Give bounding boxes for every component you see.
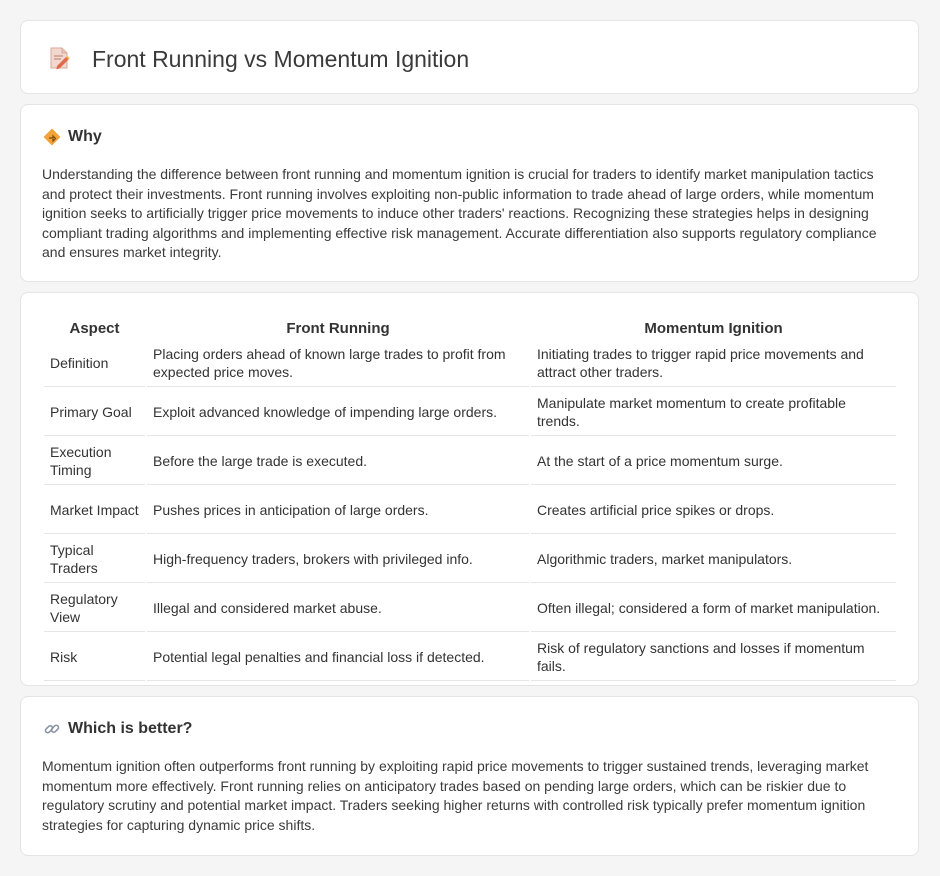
header-aspect: Aspect — [69, 319, 120, 337]
front-running-cell: Exploit advanced knowledge of impending large orders. — [147, 389, 529, 436]
momentum-ignition-cell: At the start of a price momentum surge. — [531, 438, 896, 485]
table-row — [44, 487, 896, 534]
momentum-ignition-cell: Often illegal; considered a form of market manipulation. — [531, 585, 896, 632]
title-card — [20, 20, 919, 94]
momentum-ignition-cell: Risk of regulatory sanctions and losses if momentum fails. — [531, 634, 896, 681]
page-title: Front Running vs Momentum Ignition — [92, 46, 470, 72]
table-row — [44, 438, 896, 485]
why-title: Why — [68, 128, 102, 145]
comparison-section — [20, 292, 919, 686]
aspect-cell: Execution Timing — [44, 438, 145, 485]
aspect-cell: Regulatory View — [44, 585, 145, 632]
diamond-direction-icon — [43, 128, 61, 146]
which-is-better-section — [20, 696, 919, 856]
why-text: Understanding the difference between front running and momentum ignition is crucial for traders to identify market manipulation tactics and protect their investments. Front running involves exploiting non-public information to trade ahead of large orders, while momentum ignition seeks to artificially trigger price movements to induce other traders' reactions. Recognizing these strategies helps in designing compliant trading algorithms and implementing effective risk management. Accurate differentiation also supports regulatory compliance and ensures market integrity. — [42, 166, 877, 261]
momentum-ignition-cell: Initiating trades to trigger rapid price movements and attract other traders. — [531, 340, 896, 387]
better-title: Which is better? — [68, 720, 193, 737]
table-row — [44, 389, 896, 436]
aspect-cell: Primary Goal — [44, 389, 145, 436]
link-icon — [43, 720, 61, 738]
momentum-ignition-cell: Algorithmic traders, market manipulators. — [531, 536, 896, 583]
header-momentum-ignition: Momentum Ignition — [644, 319, 783, 337]
aspect-cell: Risk — [44, 634, 145, 681]
front-running-cell: Before the large trade is executed. — [147, 438, 529, 485]
header-front-running: Front Running — [286, 319, 390, 337]
front-running-cell: Pushes prices in anticipation of large orders. — [147, 487, 529, 534]
better-heading — [43, 718, 192, 740]
front-running-cell: Placing orders ahead of known large trades to profit from expected price moves. — [147, 340, 529, 387]
comparison-table — [42, 316, 898, 683]
better-text: Momentum ignition often outperforms front running by exploiting rapid price movements to trigger sustained trends, leveraging market momentum more effectively. Front running relies on anticipatory trades based on pending large orders, which can be riskier due to regulatory scrutiny and potential market impact. Traders seeking higher returns with controlled risk typically prefer momentum ignition strategies for capturing dynamic price shifts. — [42, 758, 869, 833]
table-row — [44, 585, 896, 632]
document-pencil-icon — [46, 45, 72, 71]
aspect-cell: Typical Traders — [44, 536, 145, 583]
front-running-cell: High-frequency traders, brokers with privileged info. — [147, 536, 529, 583]
aspect-cell: Market Impact — [44, 487, 145, 534]
front-running-cell: Illegal and considered market abuse. — [147, 585, 529, 632]
front-running-cell: Potential legal penalties and financial loss if detected. — [147, 634, 529, 681]
table-row — [44, 340, 896, 387]
table-row — [44, 634, 896, 681]
table-header-row — [44, 318, 896, 338]
why-section — [20, 104, 919, 282]
why-heading — [43, 126, 102, 148]
momentum-ignition-cell: Manipulate market momentum to create profitable trends. — [531, 389, 896, 436]
momentum-ignition-cell: Creates artificial price spikes or drops. — [531, 487, 896, 534]
table-row — [44, 536, 896, 583]
aspect-cell: Definition — [44, 340, 145, 387]
